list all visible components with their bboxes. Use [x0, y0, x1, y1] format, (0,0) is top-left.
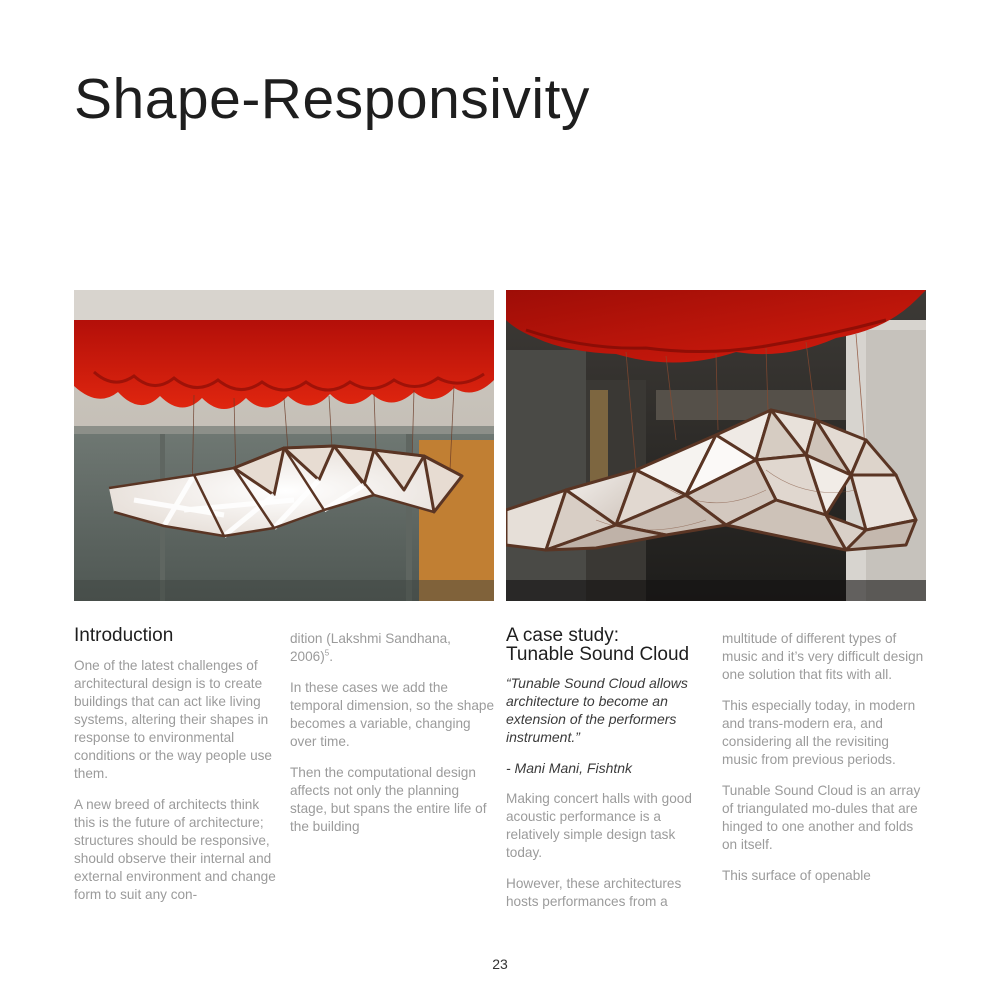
introduction-column-1	[74, 626, 279, 917]
case-study-heading-line-1: A case study:	[506, 625, 620, 646]
case-study-paragraph-4: This especially today, in modern and trans-modern era, and considering all the revisiting music from previous periods.	[722, 698, 916, 767]
intro-paragraph-3	[290, 630, 495, 666]
case-study-paragraph-2: However, these architectures hosts performances from a	[506, 876, 682, 909]
introduction-column-2	[290, 630, 495, 849]
case-study-quote: “Tunable Sound Cloud allows architecture to become an extension of the performers instrument.”	[506, 675, 688, 745]
case-study-paragraph-1: Making concert halls with good acoustic performance is a relatively simple design task today.	[506, 791, 692, 860]
case-study-column-2	[722, 630, 927, 898]
intro-paragraph-5: Then the computational design affects not only the planning stage, but spans the entire life of the building	[290, 765, 487, 834]
quote-attribution: - Mani Mani, Fishtnk	[506, 760, 633, 776]
installation-photo-right	[506, 290, 926, 601]
page-number: 23	[492, 956, 508, 972]
case-study-paragraph-5: Tunable Sound Cloud is an array of triangulated mo-dules that are hinged to one another and folds on itself.	[722, 783, 921, 852]
intro-paragraph-2: A new breed of architects think this is the future of architecture; structures should be responsive, should observe their internal and external environment and change form to suit any con-	[74, 797, 276, 902]
installation-photo-left	[74, 290, 494, 601]
footnote-reference: 5	[324, 648, 330, 658]
intro-paragraph-3-end: .	[329, 649, 334, 664]
intro-paragraph-4: In these cases we add the temporal dimension, so the shape becomes a variable, changing over time.	[290, 680, 495, 749]
introduction-heading: Introduction	[74, 625, 174, 646]
case-study-paragraph-6: This surface of openable	[722, 868, 871, 883]
case-study-paragraph-3: multitude of different types of music and it’s very difficult design one solution that fits with all.	[722, 631, 924, 682]
case-study-heading-line-2: Tunable Sound Cloud	[506, 644, 690, 665]
page-title: Shape-Responsivity	[74, 67, 590, 131]
case-study-heading	[506, 626, 711, 664]
intro-paragraph-3-text: dition (Lakshmi Sandhana, 2006)	[290, 631, 451, 664]
intro-paragraph-1: One of the latest challenges of architectural design is to create buildings that can act like living systems, altering their shapes in response to environmental conditions or the way people use them.	[74, 658, 272, 781]
case-study-column-1	[506, 626, 711, 924]
